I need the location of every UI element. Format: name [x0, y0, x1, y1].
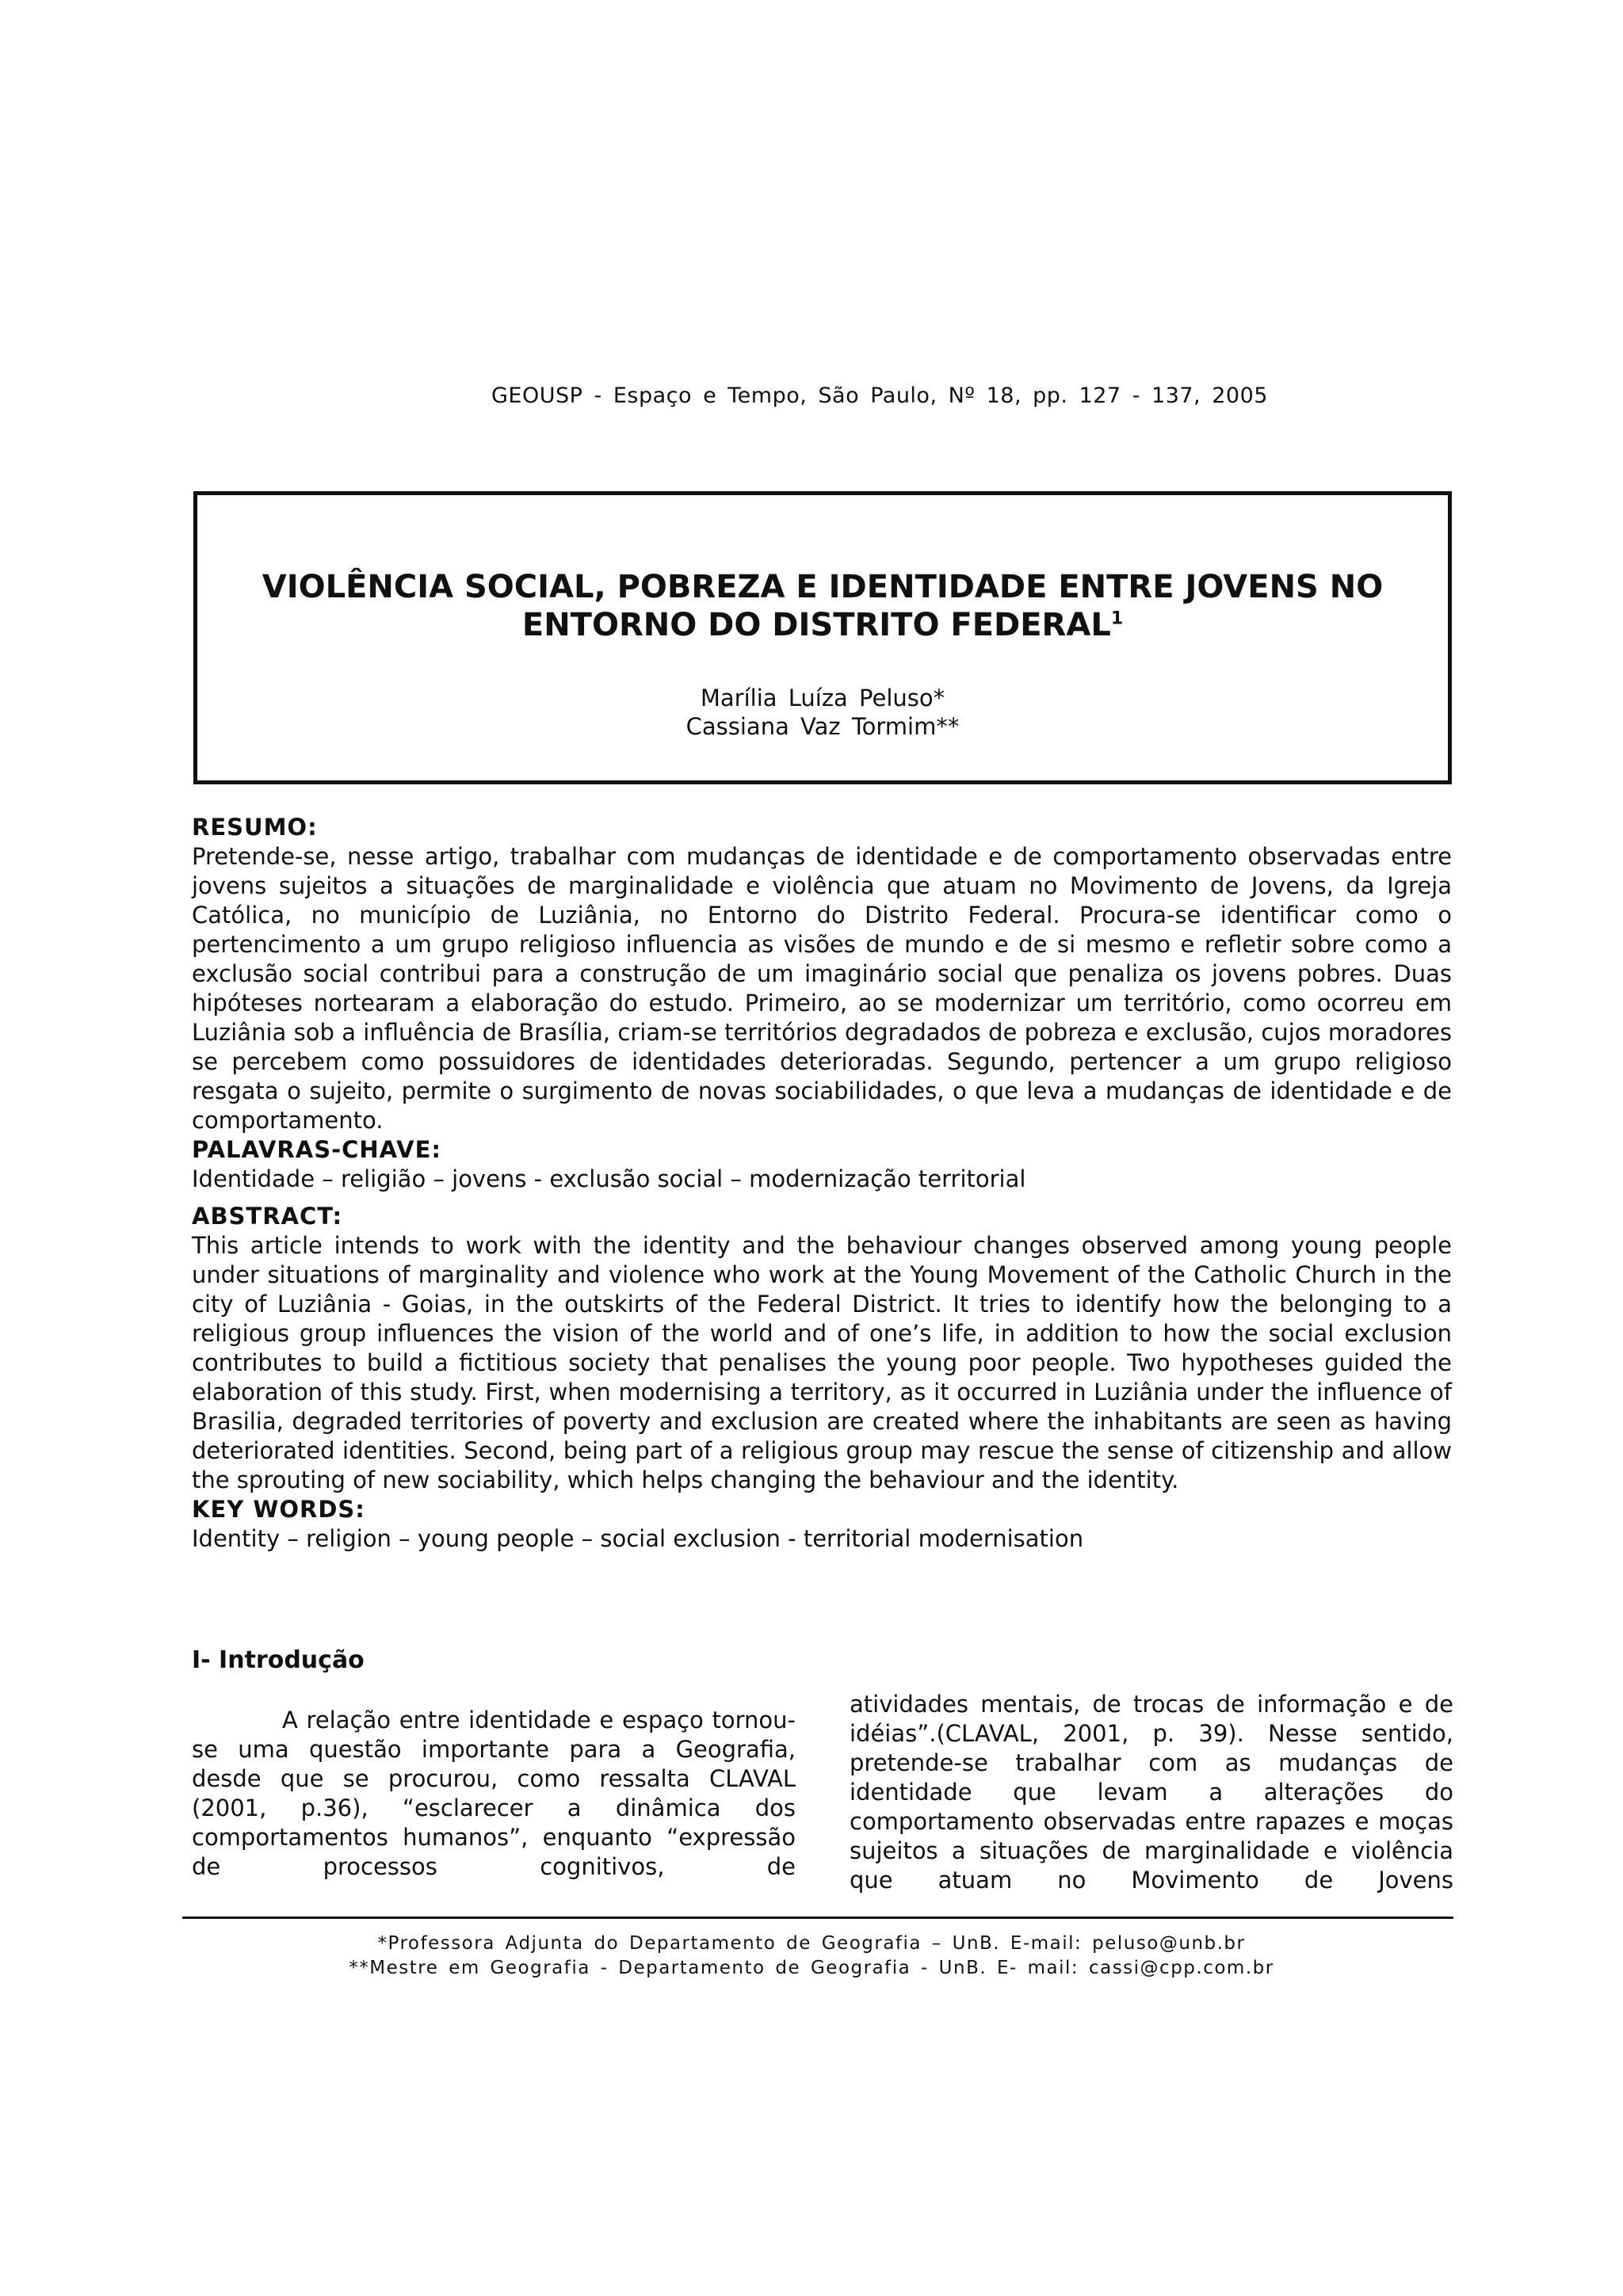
- introduction-right-column: [850, 1690, 1453, 1895]
- introduction-left-column: [192, 1706, 796, 1882]
- footnotes: [0, 1932, 1623, 1981]
- article-title: [197, 568, 1448, 644]
- introduction-paragraph-right: atividades mentais, de trocas de informação e de idéias”.(CLAVAL, 2001, p. 39). Nesse sentido, pretende-se trabalhar com as mudanças de identidade que levam a alterações do comportamento observadas entre rapazes e moças sujeitos a situações de marginalidade e violência que atuam no Movimento de Jovens: [850, 1691, 1453, 1894]
- resumo-text: Pretende-se, nesse artigo, trabalhar com mudanças de identidade e de comportamento observadas entre jovens sujeitos a situações de marginalidade e violência que atuam no Movimento de Jovens, da Igreja Católica, no município de Luziânia, no Entorno do Distrito Federal. Procura-se identificar como o pertencimento a um grupo religioso influencia as visões de mundo e de si mesmo e refletir sobre como a exclusão social contribui para a construção de um imaginário social que penaliza os jovens pobres. Duas hipóteses nortearam a elaboração do estudo. Primeiro, ao se modernizar um território, como ocorreu em Luziânia sob a influência de Brasília, criam-se territórios degradados de pobreza e exclusão, cujos moradores se percebem como possuidores de identidades deterioradas. Segundo, pertencer a um grupo religioso resgata o sujeito, permite o surgimento de novas sociabilidades, o que leva a mudanças de identidade e de comportamento.: [192, 843, 1452, 1134]
- palavras-chave-label: PALAVRAS-CHAVE:: [192, 1136, 442, 1163]
- introduction-heading: I- Introdução: [192, 1646, 365, 1674]
- title-line-2-text: ENTORNO DO DISTRITO FEDERAL: [521, 607, 1111, 643]
- journal-header: GEOUSP - Espaço e Tempo, São Paulo, Nº 18, pp. 127 - 137, 2005: [491, 383, 1268, 408]
- abstract-label: ABSTRACT:: [192, 1203, 343, 1230]
- footnote-1: *Professora Adjunta do Departamento de Geografia – UnB. E-mail: peluso@unb.br: [377, 1933, 1246, 1954]
- title-footnote-mark: 1: [1110, 608, 1124, 629]
- resumo-label: RESUMO:: [192, 814, 318, 841]
- title-box: [193, 491, 1452, 784]
- abstracts-section: [192, 813, 1452, 1554]
- palavras-chave-text: Identidade – religião – jovens - exclusão social – modernização territorial: [192, 1165, 1026, 1192]
- key-words-label: KEY WORDS:: [192, 1496, 365, 1523]
- title-line-1: VIOLÊNCIA SOCIAL, POBREZA E IDENTIDADE ENTRE JOVENS NO: [262, 569, 1384, 605]
- footnote-2: **Mestre em Geografia - Departamento de Geografia - UnB. E- mail: cassi@cpp.com.br: [349, 1958, 1274, 1978]
- introduction-paragraph-left: A relação entre identidade e espaço tornou-se uma questão importante para a Geografia, desde que se procurou, como ressalta CLAVAL (2001, p.36), “esclarecer a dinâmica dos comportamentos humanos”, enquanto “expressão de processos cognitivos, de: [192, 1707, 796, 1880]
- author-2: Cassiana Vaz Tormim**: [685, 713, 960, 740]
- abstract-text: This article intends to work with the identity and the behaviour changes observed among young people under situations of marginality and violence who work at the Young Movement of the Catholic Church in the city of Luziânia - Goias, in the outskirts of the Federal District. It tries to identify how the belonging to a religious group influences the vision of the world and of one’s life, in addition to how the social exclusion contributes to build a fictitious society that penalises the young poor people. Two hypotheses guided the elaboration of this study. First, when modernising a territory, as it occurred in Luziânia under the influence of Brasilia, degraded territories of poverty and exclusion are created where the inhabitants are seen as having deteriorated identities. Second, being part of a religious group may rescue the sense of citizenship and allow the sprouting of new sociability, which helps changing the behaviour and the identity.: [192, 1232, 1452, 1493]
- title-line-2: [197, 606, 1448, 644]
- key-words-text: Identity – religion – young people – social exclusion - territorial modernisation: [192, 1525, 1084, 1552]
- author-1: Marília Luíza Peluso*: [700, 685, 945, 711]
- author-list: [197, 684, 1448, 741]
- footnote-divider: [182, 1917, 1453, 1919]
